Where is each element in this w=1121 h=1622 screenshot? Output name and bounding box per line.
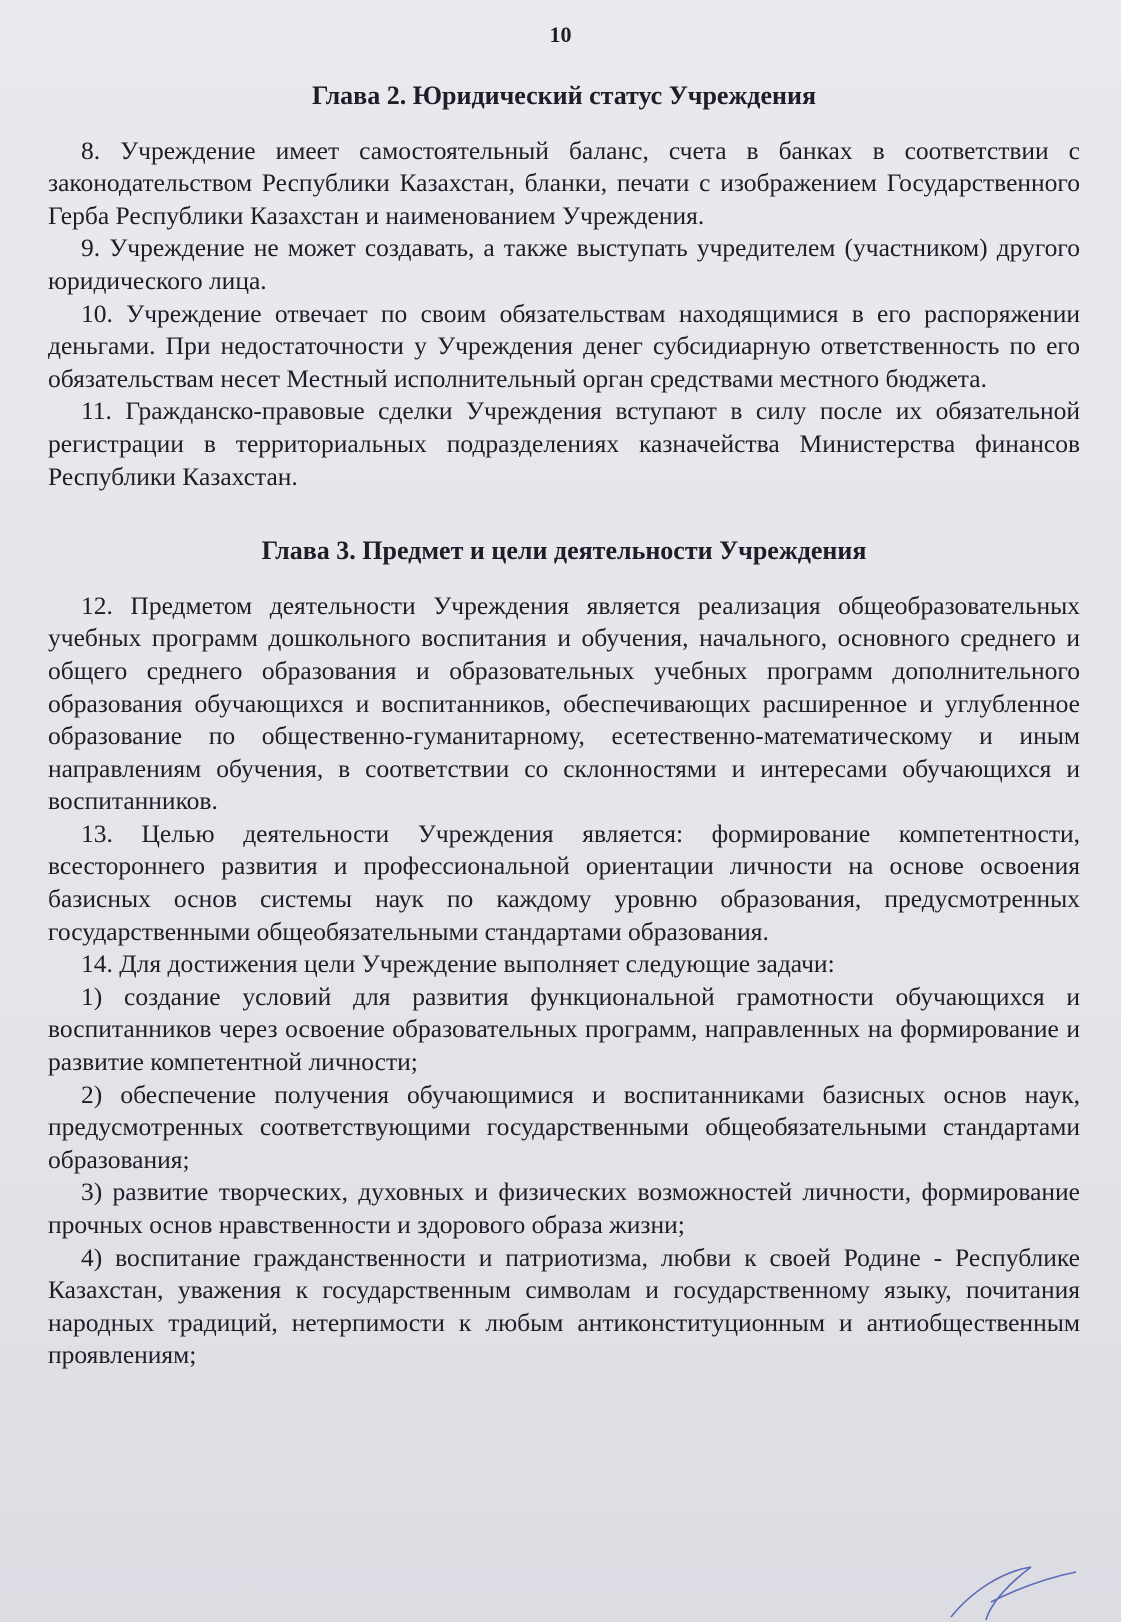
clause-14-item-2: 2) обеспечение получения обучающимися и воспитанниками базисных основ наук, предусмотренных соответствующими государственными общеобязательными стандартами образования; bbox=[48, 1079, 1080, 1174]
document-body bbox=[48, 80, 1080, 1372]
chapter-3-title: Глава 3. Предмет и цели деятельности Учреждения bbox=[261, 536, 867, 566]
clause-13: 13. Целью деятельности Учреждения является: формирование компетентности, всестороннего развития и профессиональной ориентации личности на основе освоения базисных основ системы наук по каждому уровню образования, предусмотренных государственными общеобязательными стандартами образования. bbox=[48, 818, 1080, 946]
signature-mark bbox=[931, 1532, 1081, 1622]
clause-10: 10. Учреждение отвечает по своим обязательствам находящимися в его распоряжении деньгами. При недостаточности у Учреждения денег субсидиарную ответственность по его обязательствам несет Местный исполнительный орган средствами местного бюджета. bbox=[48, 298, 1080, 393]
clause-14: 14. Для достижения цели Учреждение выполняет следующие задачи: bbox=[81, 949, 835, 979]
clause-14-item-3: 3) развитие творческих, духовных и физических возможностей личности, формирование прочных основ нравственности и здорового образа жизни; bbox=[48, 1177, 1080, 1239]
clause-11: 11. Гражданско-правовые сделки Учреждения вступают в силу после их обязательной регистрации в территориальных подразделениях казначейства Министерства финансов Республики Казахстан. bbox=[48, 396, 1080, 491]
clause-8: 8. Учреждение имеет самостоятельный баланс, счета в банках в соответствии с законодательством Республики Казахстан, бланки, печати с изображением Государственного Герба Республики Казахстан и наименованием Учреждения. bbox=[48, 135, 1080, 230]
clause-12: 12. Предметом деятельности Учреждения является реализация общеобразовательных учебных программ дошкольного воспитания и обучения, начального, основного среднего и общего среднего образования и образовательных учебных программ дополнительного образования обучающихся и воспитанников, обеспечивающих расширенное и углубленное образование по общественно-гуманитарному, есетественно-математическому и иным направлениям обучения, в соответствии со склонностями и интересами обучающихся и воспитанников. bbox=[48, 590, 1080, 816]
chapter-2-title: Глава 2. Юридический статус Учреждения bbox=[311, 81, 817, 110]
clause-14-item-1: 1) создание условий для развития функциональной грамотности обучающихся и воспитанников через освоение образовательных программ, направленных на формирование и развитие компетентной личности; bbox=[48, 981, 1080, 1077]
clause-14-item-4: 4) воспитание гражданственности и патриотизма, любви к своей Родине - Республике Казахстан, уважения к государственным символам и государственному языку, почитания народных традиций, нетерпимости к любым антиконституционным и антиобщественным проявлениям; bbox=[48, 1242, 1080, 1370]
clause-9: 9. Учреждение не может создавать, а также выступать учредителем (участником) другого юридического лица. bbox=[48, 233, 1080, 295]
page-number: 10 bbox=[549, 22, 572, 47]
